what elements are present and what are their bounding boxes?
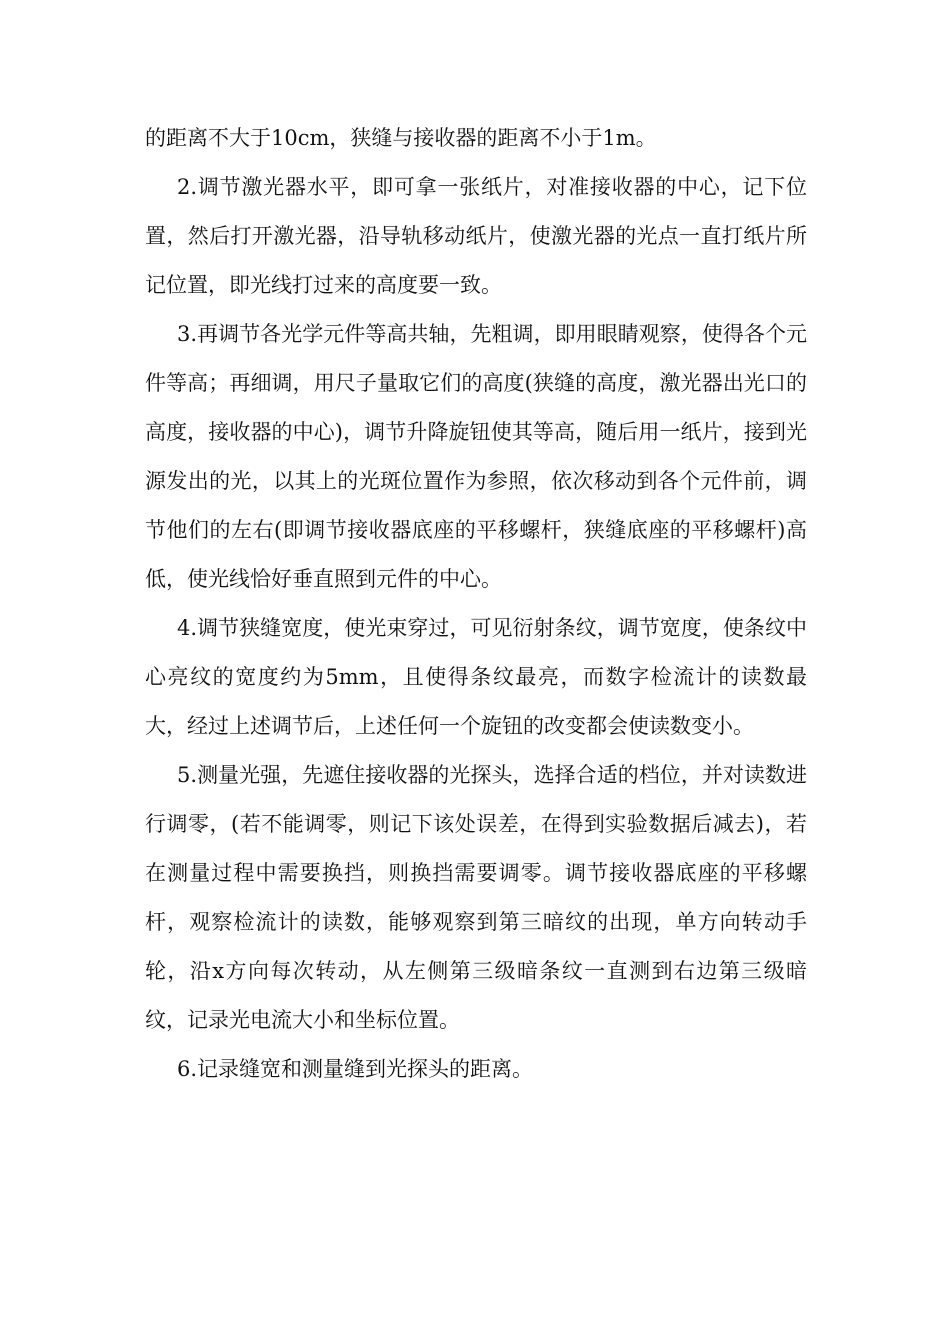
paragraph-step-3: 3.再调节各光学元件等高共轴，先粗调，即用眼睛观察，使得各个元件等高；再细调，用尺子量取它们的高度(狭缝的高度，激光器出光口的高度，接收器的中心)，调节升降旋钮使其等高，随后用一纸片，接到光源发出的光，以其上的光斑位置作为参照，依次移动到各个元件前，调节他们的左右(即调节接收器底座的平移螺杆，狭缝底座的平移螺杆)高低，使光线恰好垂直照到元件的中心。 [145, 322, 807, 591]
paragraph-step-6: 6.记录缝宽和测量缝到光探头的距离。 [177, 1057, 534, 1081]
paragraph-step-5: 5.测量光强，先遮住接收器的光探头，选择合适的档位，并对读数进行调零，(若不能调零，则记下该处误差，在得到实验数据后减去)，若在测量过程中需要换挡，则换挡需要调零。调节接收器底座的平移螺杆，观察检流计的读数，能够观察到第三暗纹的出现，单方向转动手轮，沿x方向每次转动，从左侧第三级暗条纹一直测到右边第三级暗纹，记录光电流大小和坐标位置。 [145, 763, 807, 1032]
paragraph-continuation: 的距离不大于10cm，狭缝与接收器的距离不小于1m。 [145, 126, 657, 150]
document-body [145, 114, 807, 1094]
paragraph-step-4: 4.调节狭缝宽度，使光束穿过，可见衍射条纹，调节宽度，使条纹中心亮纹的宽度约为5mm，且使得条纹最亮，而数字检流计的读数最大，经过上述调节后，上述任何一个旋钮的改变都会使读数变小。 [145, 616, 807, 738]
paragraph-step-2: 2.调节激光器水平，即可拿一张纸片，对准接收器的中心，记下位置，然后打开激光器，沿导轨移动纸片，使激光器的光点一直打纸片所记位置，即光线打过来的高度要一致。 [145, 175, 807, 297]
